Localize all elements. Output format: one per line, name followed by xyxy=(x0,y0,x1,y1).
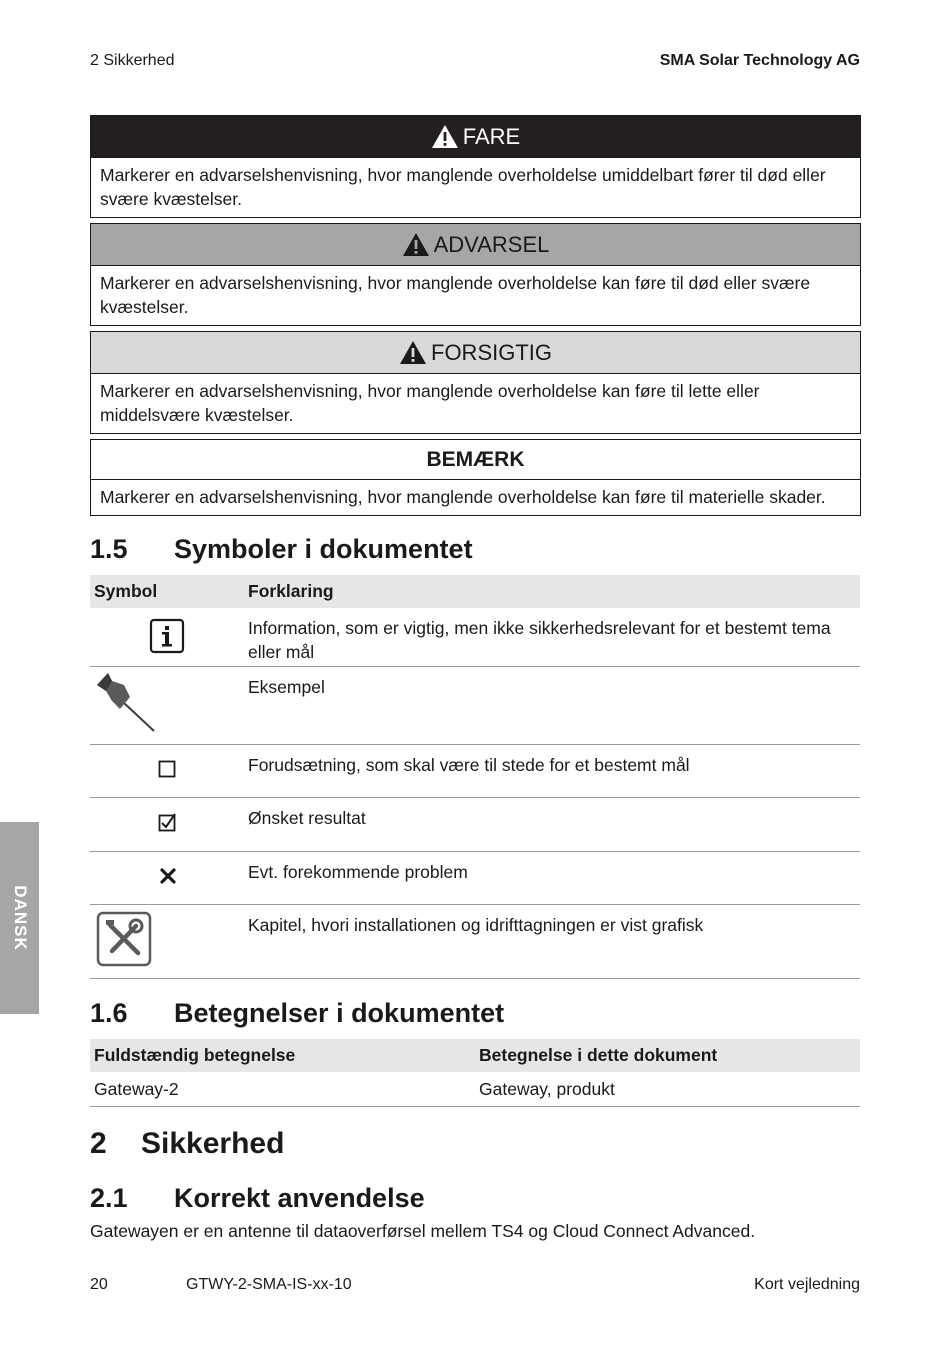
section-number: 2.1 xyxy=(90,1183,128,1213)
section-heading-2-1 xyxy=(90,1183,690,1219)
notice-bemaerk-bar xyxy=(91,440,860,480)
notice-bemaerk-text: Markerer en advarselshenvisning, hvor manglende overholdelse kan føre til materielle skader. xyxy=(100,487,826,507)
header-company: SMA Solar Technology AG xyxy=(659,52,860,69)
notice-bemaerk xyxy=(90,439,861,516)
chapter-title: Sikkerhed xyxy=(141,1127,285,1160)
symbol-cell xyxy=(90,608,244,666)
table-row xyxy=(90,905,860,979)
notice-advarsel-bar xyxy=(91,224,860,266)
notice-fare xyxy=(90,115,861,218)
explanation-text: Information, som er vigtig, men ikke sikkerhedsrelevant for et bestemt tema eller mål xyxy=(248,618,831,662)
notice-fare-text: Markerer en advarselshenvisning, hvor manglende overholdelse umiddelbart fører til død eller svære kvæstelser. xyxy=(100,165,826,209)
cell-full: Gateway-2 xyxy=(94,1079,179,1099)
symbol-cell xyxy=(90,667,244,744)
section-heading-1-6 xyxy=(90,998,690,1034)
header-chapter: 2 Sikkerhed xyxy=(90,52,175,69)
col-header-short: Betegnelse i dette dokument xyxy=(479,1045,718,1065)
running-header xyxy=(90,52,860,74)
page-number: 20 xyxy=(90,1276,108,1293)
section-heading-1-5 xyxy=(90,534,690,570)
notice-advarsel xyxy=(90,223,861,326)
notice-forsigtig-label: FORSIGTIG xyxy=(431,339,552,365)
explanation-text: Kapitel, hvori installationen og idrifttagningen er vist grafisk xyxy=(248,915,704,935)
explanation-text: Forudsætning, som skal være til stede for et bestemt mål xyxy=(248,755,690,775)
explanation-text: Eksempel xyxy=(248,677,325,697)
table-row xyxy=(90,1072,860,1107)
document-type: Kort vejledning xyxy=(754,1276,860,1293)
body-paragraph: Gatewayen er en antenne til dataoverførsel mellem TS4 og Cloud Connect Advanced. xyxy=(90,1221,756,1241)
notice-forsigtig-bar xyxy=(91,332,860,374)
col-header-symbol: Symbol xyxy=(94,581,158,601)
section-title: Symboler i dokumentet xyxy=(174,534,473,564)
pushpin-icon xyxy=(94,671,156,733)
table-row xyxy=(90,852,860,905)
notice-advarsel-label: ADVARSEL xyxy=(433,231,550,257)
notice-bemaerk-label: BEMÆRK xyxy=(426,447,525,471)
notice-fare-label: FARE xyxy=(462,123,521,149)
section-title: Korrekt anvendelse xyxy=(174,1183,425,1213)
info-box-icon xyxy=(149,618,185,654)
warning-triangle-icon xyxy=(431,124,459,149)
warning-triangle-icon xyxy=(399,340,427,365)
table-row xyxy=(90,608,860,667)
table-row xyxy=(90,798,860,852)
page-footer xyxy=(90,1276,860,1298)
checked-box-icon xyxy=(158,812,178,832)
col-header-full: Fuldstændig betegnelse xyxy=(94,1045,296,1065)
cross-icon xyxy=(160,868,176,884)
notice-forsigtig xyxy=(90,331,861,434)
section-number: 1.6 xyxy=(90,998,128,1028)
cell-short: Gateway, produkt xyxy=(479,1079,615,1099)
col-header-explanation: Forklaring xyxy=(248,581,334,601)
chapter-number: 2 xyxy=(90,1127,107,1160)
symbol-cell xyxy=(90,745,244,797)
symbol-cell xyxy=(90,852,244,904)
empty-checkbox-icon xyxy=(158,760,176,778)
language-side-tab xyxy=(0,822,39,1014)
table-header xyxy=(90,575,860,608)
document-id: GTWY-2-SMA-IS-xx-10 xyxy=(186,1276,352,1293)
notice-fare-bar xyxy=(91,116,860,158)
warning-triangle-icon xyxy=(402,232,430,257)
table-header xyxy=(90,1039,860,1072)
symbols-table xyxy=(90,575,860,979)
section-title: Betegnelser i dokumentet xyxy=(174,998,505,1028)
explanation-text: Ønsket resultat xyxy=(248,808,366,828)
symbol-cell xyxy=(90,905,244,978)
tools-icon xyxy=(96,911,152,967)
section-number: 1.5 xyxy=(90,534,128,564)
symbol-cell xyxy=(90,798,244,851)
explanation-text: Evt. forekommende problem xyxy=(248,862,468,882)
table-row xyxy=(90,745,860,798)
language-label: DANSK xyxy=(10,885,30,951)
chapter-heading-2 xyxy=(90,1127,690,1165)
designations-table xyxy=(90,1039,860,1107)
table-row xyxy=(90,667,860,745)
notice-advarsel-text: Markerer en advarselshenvisning, hvor manglende overholdelse kan føre til død eller svære kvæstelser. xyxy=(100,273,811,317)
notice-forsigtig-text: Markerer en advarselshenvisning, hvor manglende overholdelse kan føre til lette eller middelsvære kvæstelser. xyxy=(100,381,760,425)
